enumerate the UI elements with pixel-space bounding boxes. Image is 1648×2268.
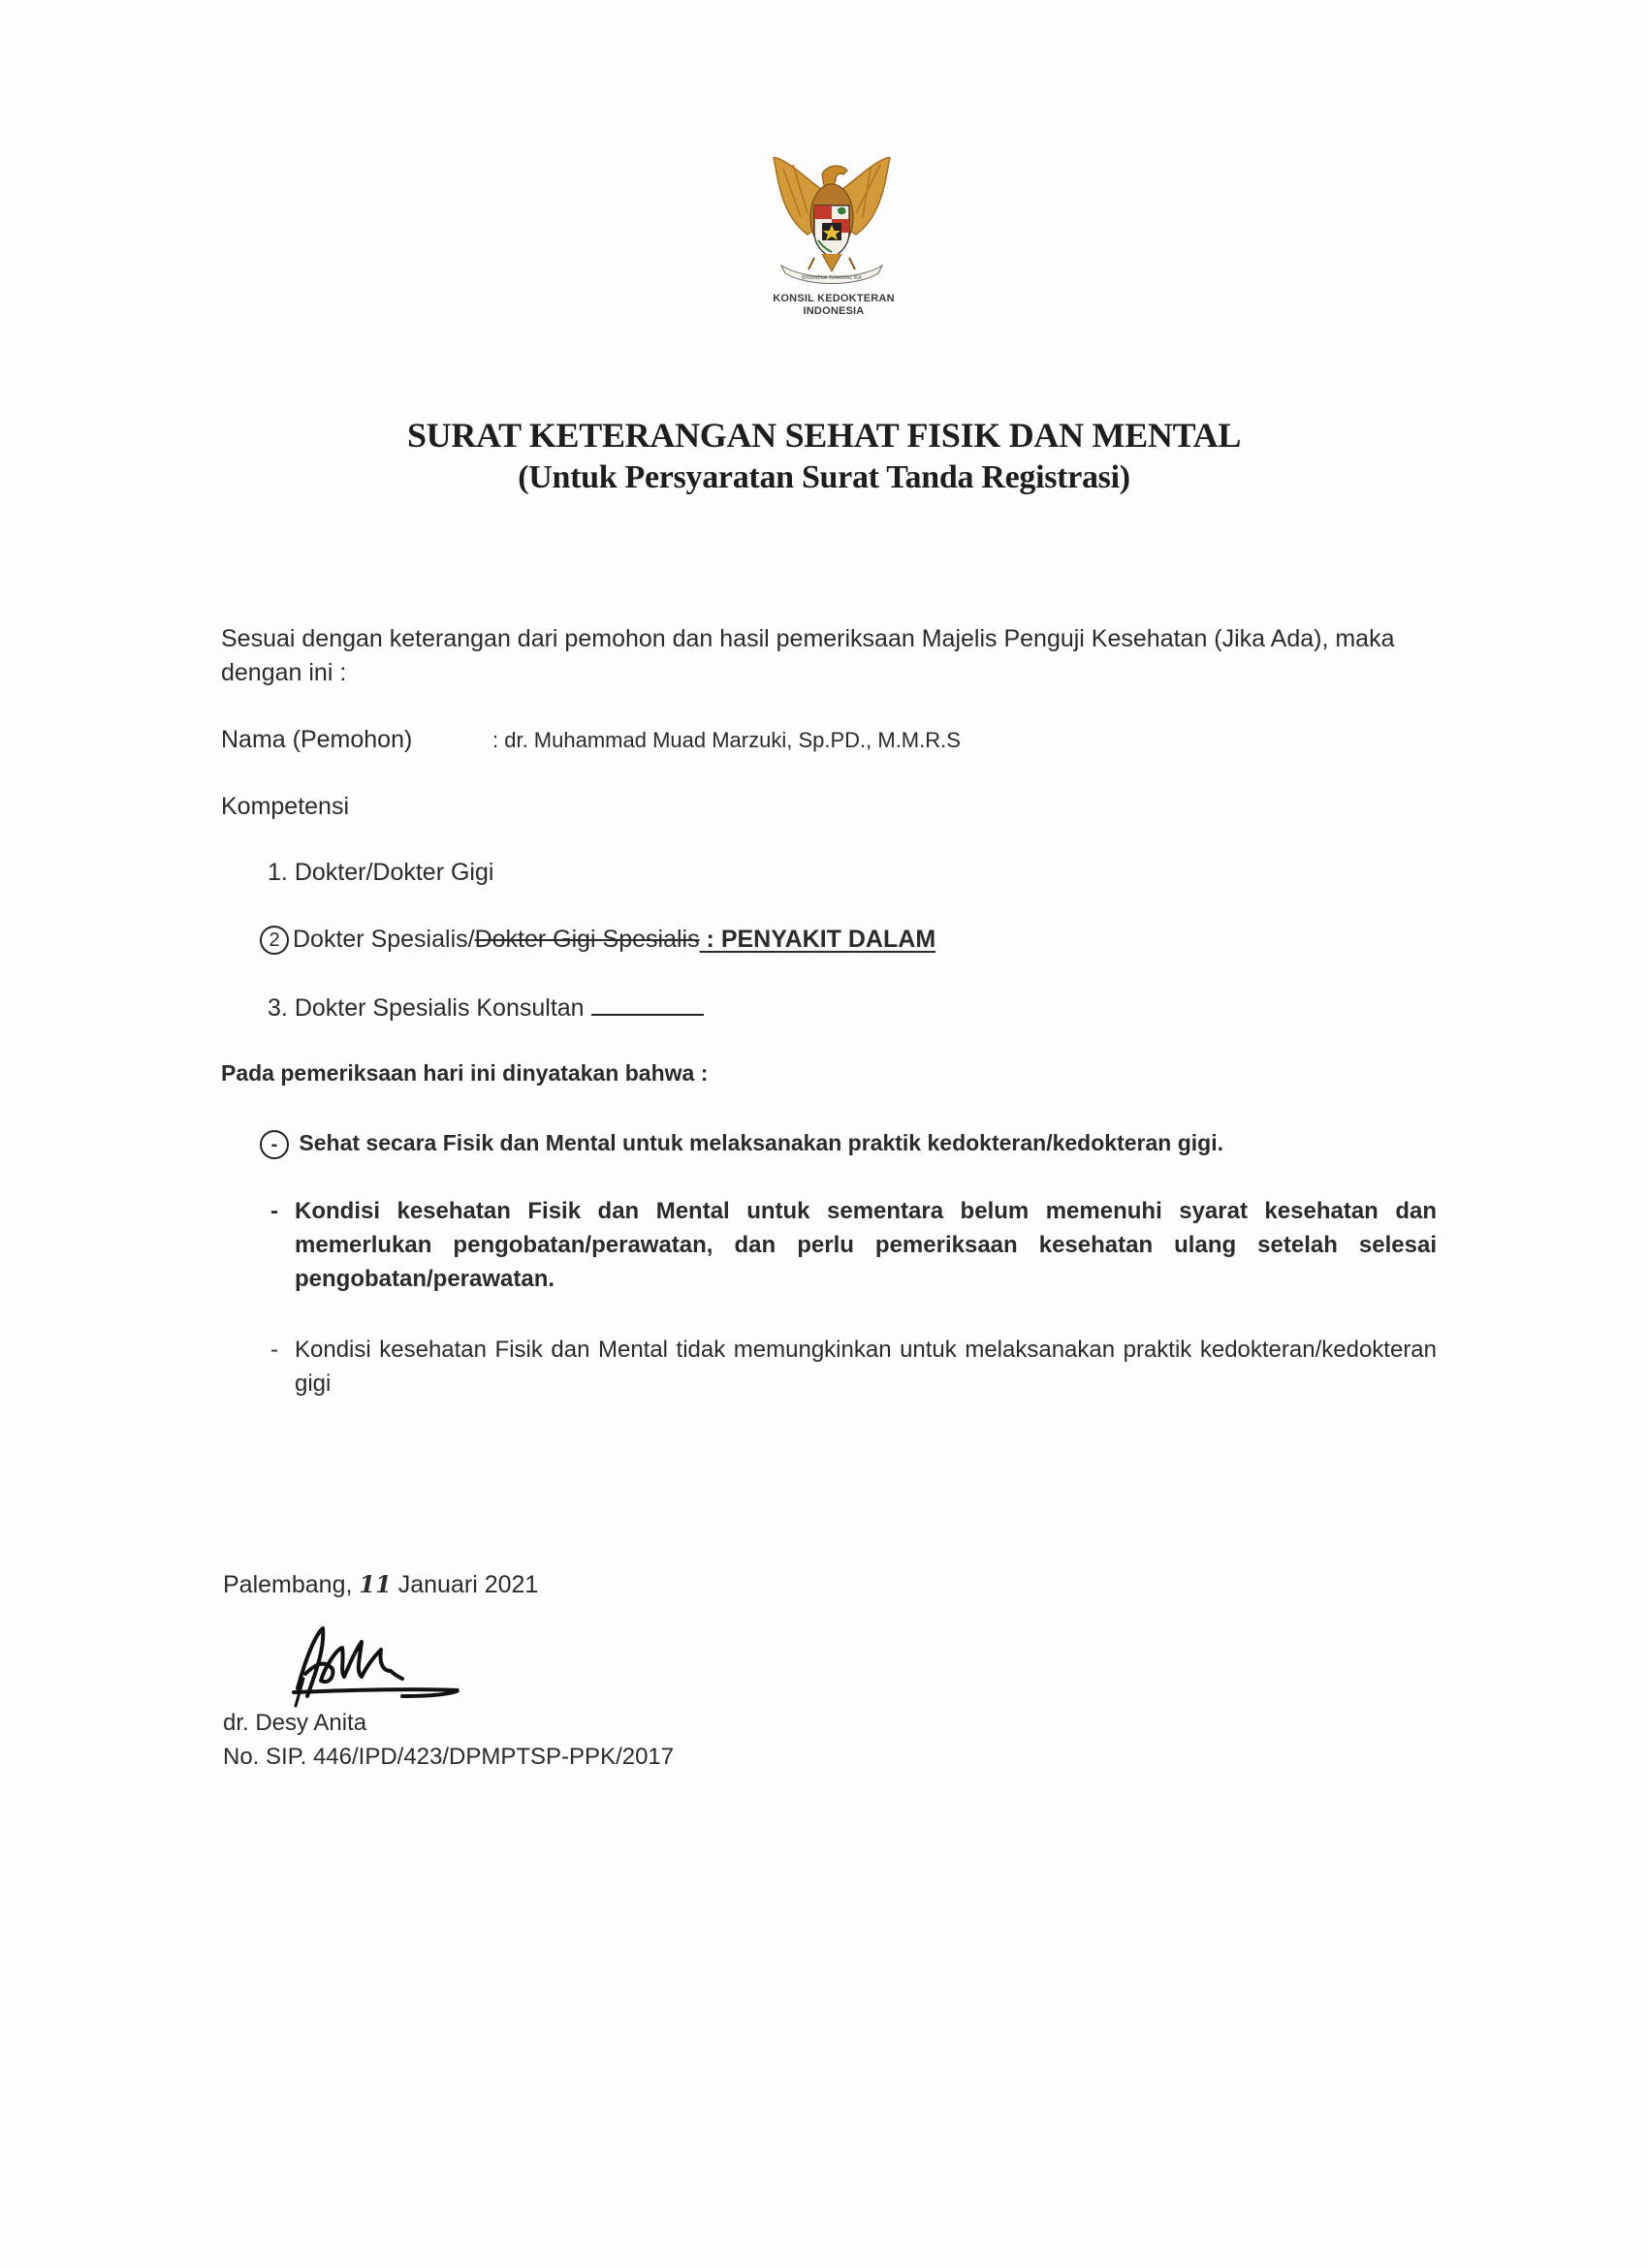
competence-item	[268, 991, 704, 1025]
examination-heading: Pada pemeriksaan hari ini dinyatakan bahwa :	[221, 1060, 709, 1086]
option-marker: -	[270, 1337, 278, 1363]
document-subtitle: (Untuk Persyaratan Surat Tanda Registrasi)	[518, 459, 1130, 495]
handwritten-signature-icon	[286, 1621, 470, 1713]
item-text: Dokter Spesialis/	[293, 926, 475, 953]
option-text: Kondisi kesehatan Fisik dan Mental tidak memungkinkan untuk melaksanakan praktik kedokteran/kedokteran gigi	[295, 1337, 1437, 1397]
competence-item-selected	[260, 923, 935, 957]
circled-number-mark: 2	[260, 926, 289, 955]
circled-dash-mark: -	[260, 1130, 289, 1159]
institution-line2: INDONESIA	[803, 305, 865, 317]
emblem-motto: BHINNEKA TUNGGAL IKA	[802, 275, 862, 281]
handwritten-day: 11	[359, 1570, 392, 1598]
competence-item	[268, 856, 493, 890]
scan-edge	[0, 0, 1648, 17]
competence-heading: Kompetensi	[221, 793, 350, 820]
place-date	[223, 1567, 538, 1602]
option-text: Kondisi kesehatan Fisik dan Mental untuk sementara belum memenuhi syarat kesehatan dan memerlukan pengobatan/perawatan, dan perlu pemeriksaan kesehatan ulang setelah selesai pengobatan/perawatan.	[295, 1198, 1437, 1292]
institution-name	[737, 293, 931, 318]
month-year: Januari 2021	[397, 1571, 539, 1598]
institution-line1: KONSIL KEDOKTERAN	[773, 293, 895, 304]
item-text: Dokter Spesialis Konsultan	[294, 994, 585, 1022]
item-number: 1.	[268, 859, 288, 886]
struck-text: Dokter Gigi Spesialis	[474, 926, 700, 953]
sip-number: No. SIP. 446/IPD/423/DPMPTSP-PPK/2017	[223, 1744, 675, 1770]
document-title: SURAT KETERANGAN SEHAT FISIK DAN MENTAL	[406, 416, 1242, 455]
item-number: 3.	[268, 994, 288, 1022]
signer-name: dr. Desy Anita	[223, 1710, 367, 1736]
place: Palembang,	[223, 1571, 353, 1598]
blank-field-line	[591, 991, 704, 1016]
examination-option	[270, 1194, 1437, 1296]
applicant-value: : dr. Muhammad Muad Marzuki, Sp.PD., M.M.R.S	[492, 728, 961, 752]
intro-paragraph: Sesuai dengan keterangan dari pemohon dan hasil pemeriksaan Majelis Penguji Kesehatan (Jika Ada), maka dengan ini :	[221, 625, 1395, 686]
examination-option	[270, 1333, 1437, 1401]
option-marker: -	[270, 1198, 278, 1224]
item-text: Dokter/Dokter Gigi	[294, 859, 494, 886]
garuda-emblem-icon	[754, 157, 909, 293]
examination-option-selected	[260, 1126, 1223, 1160]
specialty-value: : PENYAKIT DALAM	[699, 926, 936, 953]
option-text: Sehat secara Fisik dan Mental untuk melaksanakan praktik kedokteran/kedokteran gigi.	[299, 1130, 1223, 1155]
applicant-label: Nama (Pemohon)	[221, 726, 413, 753]
